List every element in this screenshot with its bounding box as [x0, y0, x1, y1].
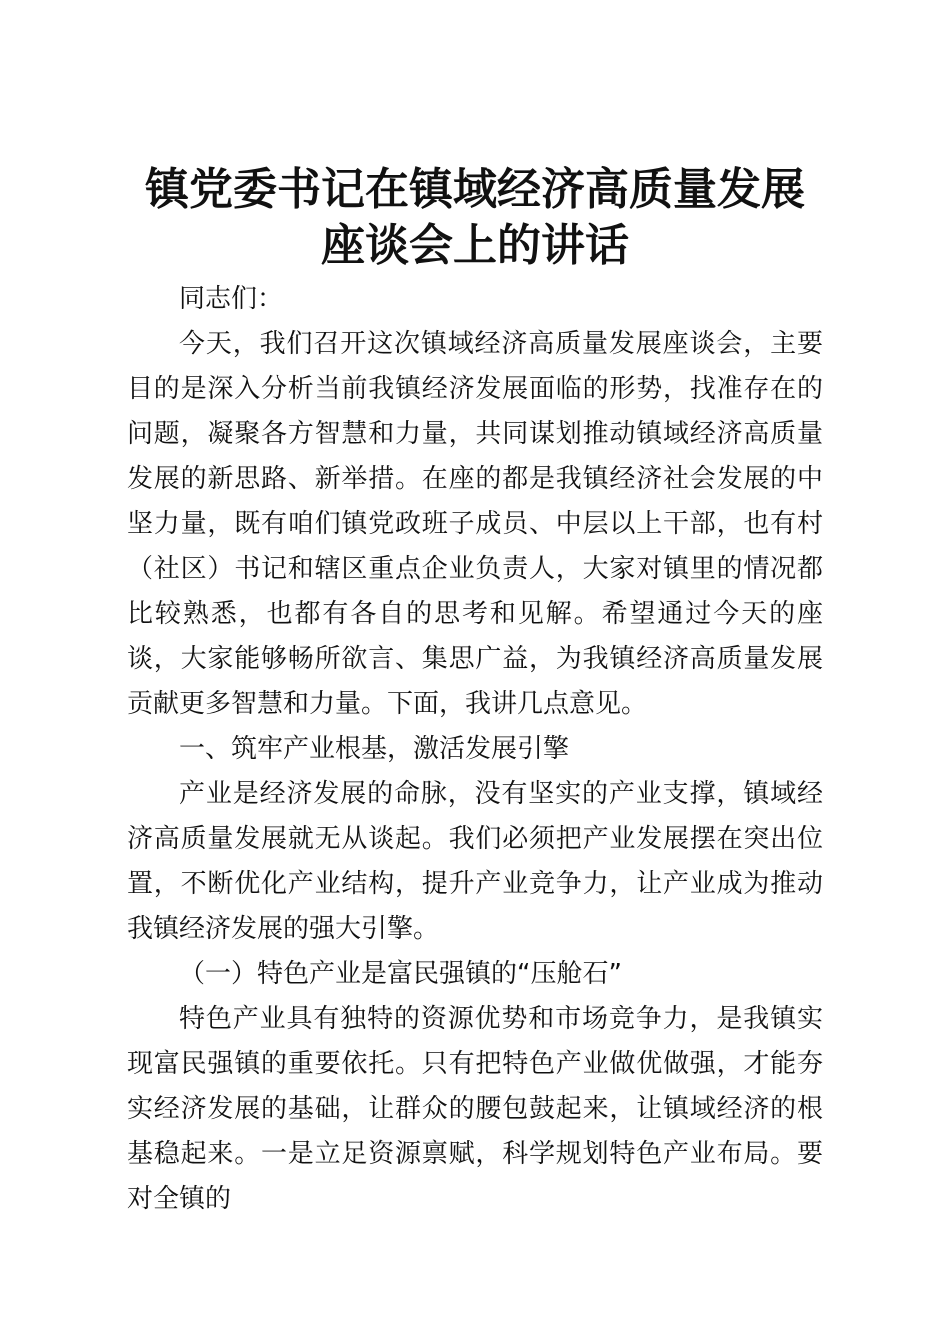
section-heading: 一、筑牢产业根基，激活发展引擎 — [179, 734, 570, 764]
body-paragraph: 今天，我们召开这次镇域经济高质量发展座谈会，主要目的是深入分析当前我镇经济发展面临的形势，找准存在的问题，凝聚各方智慧和力量，共同谋划推动镇域经济高质量发展的新思路、新举措。在座的都是我镇经济社会发展的中坚力量，既有咱们镇党政班子成员、中层以上干部，也有村（社区）书记和辖区重点企业负责人，大家对镇里的情况都比较熟悉，也都有各自的思考和见解。希望通过今天的座谈，大家能够畅所欲言、集思广益，为我镇经济高质量发展贡献更多智慧和力量。下面，我讲几点意见。 — [127, 329, 823, 719]
salutation: 同志们： — [179, 284, 284, 314]
body-paragraph: 产业是经济发展的命脉，没有坚实的产业支撑，镇域经济高质量发展就无从谈起。我们必须把产业发展摆在突出位置，不断优化产业结构，提升产业竞争力，让产业成为推动我镇经济发展的强大引擎。 — [127, 779, 823, 944]
body-paragraph: 特色产业具有独特的资源优势和市场竞争力，是我镇实现富民强镇的重要依托。只有把特色产业做优做强，才能夯实经济发展的基础，让群众的腰包鼓起来，让镇域经济的根基稳起来。一是立足资源禀赋，科学规划特色产业布局。要对全镇的 — [127, 1004, 823, 1214]
document-title: 镇党委书记在镇域经济高质量发展座谈会上的讲话 — [145, 164, 805, 271]
subsection-heading: （一）特色产业是富民强镇的“压舱石” — [179, 959, 622, 989]
document-body — [127, 277, 823, 1222]
